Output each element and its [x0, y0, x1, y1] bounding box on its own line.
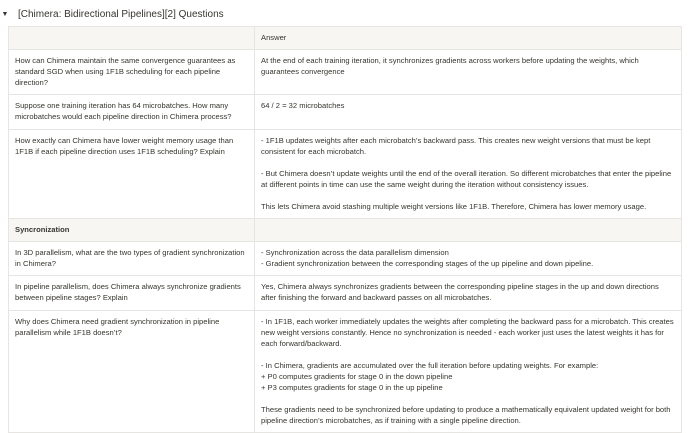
toggle-block-header[interactable] — [0, 5, 224, 23]
answer-cell[interactable] — [255, 95, 682, 129]
answer-paragraph: This lets Chimera avoid stashing multiple weight versions like 1F1B. Therefore, Chimera has lower memory usage. — [261, 201, 647, 211]
section-empty-cell[interactable] — [255, 219, 682, 242]
answer-paragraph: 64 / 2 = 32 microbatches — [261, 101, 345, 111]
answer-cell[interactable] — [255, 242, 682, 276]
question-cell[interactable]: Why does Chimera need gradient synchronization in pipeline parallelism while 1F1B doesn’t? — [9, 310, 255, 433]
answer-cell[interactable] — [255, 310, 682, 433]
question-cell[interactable]: How can Chimera maintain the same convergence guarantees as standard SGD when using 1F1B scheduling for each pipeline direction? — [9, 50, 255, 95]
question-cell[interactable]: In pipeline parallelism, does Chimera always synchronize gradients between pipeline stages? Explain — [9, 276, 255, 310]
answer-paragraph: - Synchronization across the data parallelism dimension - Gradient synchronization between the corresponding stages of the up pipeline and down pipeline. — [261, 248, 594, 269]
section-row-syncronization — [9, 219, 682, 242]
table-header-row — [9, 27, 682, 50]
header-cell-question[interactable] — [9, 27, 255, 50]
table-row — [9, 276, 682, 310]
answer-paragraph: - In 1F1B, each worker immediately updates the weights after completing the backward pass for a microbatch. This creates new weight versions constantly. Hence no synchronization is needed - each worker just uses the latest weights it has for each forward/backward. — [261, 316, 674, 348]
toggle-triangle-icon[interactable]: ▼ — [1, 10, 9, 18]
question-cell[interactable]: Suppose one training iteration has 64 microbatches. How many microbatches would each pipeline direction in Chimera process? — [9, 95, 255, 129]
section-label[interactable]: Syncronization — [9, 219, 255, 242]
answer-paragraph: - But Chimera doesn’t update weights until the end of the overall iteration. So different microbatches that enter the pipeline at different points in time can use the same weight during the iteration without consistency issues. — [261, 168, 672, 189]
table-row — [9, 129, 682, 218]
question-cell[interactable]: In 3D parallelism, what are the two types of gradient synchronization in Chimera? — [9, 242, 255, 276]
answer-cell[interactable] — [255, 276, 682, 310]
question-cell[interactable]: How exactly can Chimera have lower weight memory usage than 1F1B if each pipeline direction uses 1F1B scheduling? Explain — [9, 129, 255, 218]
table-row — [9, 310, 682, 433]
answer-paragraph: - In Chimera, gradients are accumulated over the full iteration before updating weights. For example: + P0 computes gradients for stage 0 in the down pipeline + P3 computes gradients for stage 0 in the up pipeline — [261, 360, 599, 392]
answer-paragraph: Yes, Chimera always synchronizes gradients between the corresponding pipeline stages in the up and down directions after finishing the forward and backward passes on all microbatches. — [261, 282, 659, 303]
answer-cell[interactable] — [255, 129, 682, 218]
answer-paragraph: At the end of each training iteration, it synchronizes gradients across workers before updating the weights, which guarantees convergence — [261, 56, 639, 77]
toggle-title: [Chimera: Bidirectional Pipelines][2] Questions — [18, 8, 224, 20]
table-row — [9, 242, 682, 276]
header-cell-answer[interactable]: Answer — [255, 27, 682, 50]
table-row — [9, 95, 682, 129]
answer-cell[interactable] — [255, 50, 682, 95]
table-row — [9, 50, 682, 95]
answer-paragraph: These gradients need to be synchronized before updating to produce a mathematically equivalent updated weight for both pipeline direction’s microbatches, as if training with a single pipeline direction. — [261, 405, 671, 426]
answer-paragraph: - 1F1B updates weights after each microbatch’s backward pass. This creates new weight versions that must be kept consistent for each microbatch. — [261, 135, 651, 156]
questions-table — [8, 26, 681, 433]
